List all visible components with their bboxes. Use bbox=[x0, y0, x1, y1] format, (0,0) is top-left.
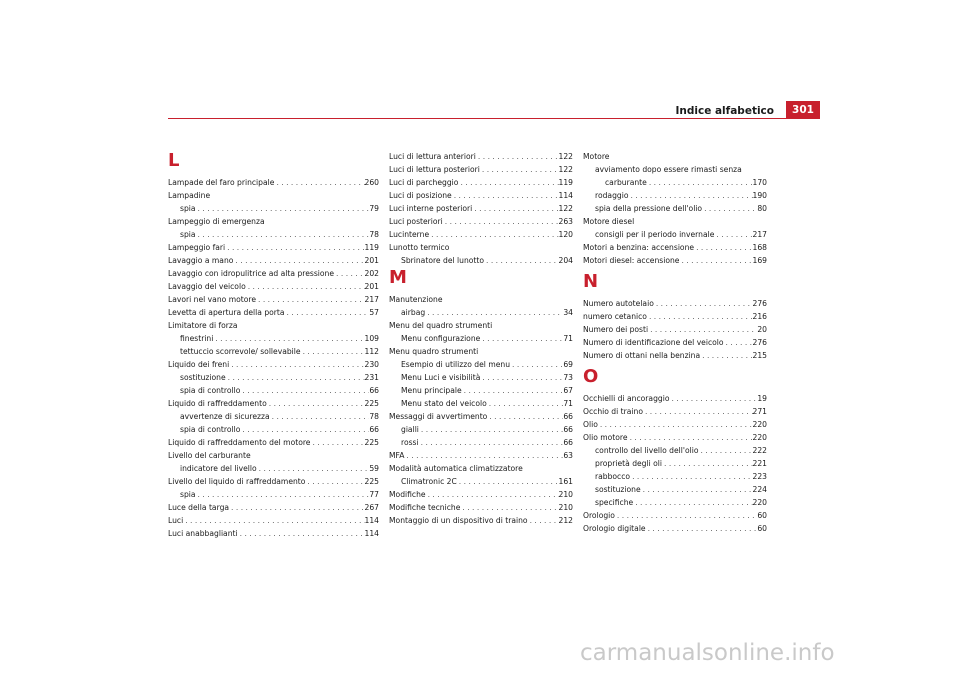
index-entry: Orologio . . . 60 bbox=[583, 509, 767, 522]
index-entry: Luci di lettura anteriori . . . 122 bbox=[389, 150, 573, 163]
index-entry: Olio . . . 220 bbox=[583, 418, 767, 431]
index-entry: numero cetanico . . . 216 bbox=[583, 310, 767, 323]
index-entry: Lampeggio di emergenza bbox=[168, 217, 265, 226]
index-subentry: controllo del livello dell'olio . . . 222 bbox=[583, 444, 767, 457]
index-entry: Lavaggio a mano . . . 201 bbox=[168, 254, 379, 267]
index-subentry: avviamento dopo essere rimasti senza bbox=[595, 165, 742, 174]
index-subentry: Sbrinatore del lunotto . . . 204 bbox=[389, 254, 573, 267]
index-entry: Lunotto termico bbox=[389, 243, 450, 252]
index-entry: Lampadine bbox=[168, 191, 211, 200]
entries-m bbox=[389, 293, 573, 527]
index-entry: Manutenzione bbox=[389, 295, 443, 304]
index-subentry: Menu principale . . . 67 bbox=[389, 384, 573, 397]
index-entry: Lavori nel vano motore . . . 217 bbox=[168, 293, 379, 306]
index-entry: Montaggio di un dispositivo di traino . . . 212 bbox=[389, 514, 573, 527]
index-entry: Menu del quadro strumenti bbox=[389, 321, 493, 330]
index-subentry: indicatore del livello . . . 59 bbox=[168, 462, 379, 475]
index-subentry: gialli . . . 66 bbox=[389, 423, 573, 436]
letter-heading-o: O bbox=[583, 366, 599, 387]
index-subentry: carburante . . . 170 bbox=[583, 176, 767, 189]
index-entry: Motori diesel: accensione . . . 169 bbox=[583, 254, 767, 267]
index-entry: Occhio di traino . . . 271 bbox=[583, 405, 767, 418]
section-title: Indice alfabetico bbox=[675, 105, 774, 117]
page-number: 301 bbox=[792, 104, 814, 116]
index-column-2 bbox=[389, 150, 573, 527]
index-entry: Numero autotelaio . . . 276 bbox=[583, 297, 767, 310]
index-subentry: spia . . . 77 bbox=[168, 488, 379, 501]
index-entry: Olio motore . . . 220 bbox=[583, 431, 767, 444]
index-entry: Livello del carburante bbox=[168, 451, 251, 460]
index-subentry: spia . . . 78 bbox=[168, 228, 379, 241]
index-entry: Lucinterne . . . 120 bbox=[389, 228, 573, 241]
index-entry: Limitatore di forza bbox=[168, 321, 238, 330]
index-entry: Luce della targa . . . 267 bbox=[168, 501, 379, 514]
index-entry: Luci posteriori . . . 263 bbox=[389, 215, 573, 228]
entries-l-continued bbox=[389, 150, 573, 267]
index-subentry: rabbocco . . . 223 bbox=[583, 470, 767, 483]
letter-heading-m: M bbox=[389, 267, 407, 288]
index-subentry: avvertenze di sicurezza . . . 78 bbox=[168, 410, 379, 423]
index-subentry: tettuccio scorrevole/ sollevabile . . . 112 bbox=[168, 345, 379, 358]
watermark-text: carmanualsonline.info bbox=[580, 640, 835, 666]
index-subentry: sostituzione . . . 231 bbox=[168, 371, 379, 384]
index-subentry: proprietà degli oli . . . 221 bbox=[583, 457, 767, 470]
index-subentry: airbag . . . 34 bbox=[389, 306, 573, 319]
index-entry: Luci interne posteriori . . . 122 bbox=[389, 202, 573, 215]
entries-m-continued bbox=[583, 150, 767, 267]
index-entry: Luci di parcheggio . . . 119 bbox=[389, 176, 573, 189]
index-entry: Numero di identificazione del veicolo . . . 276 bbox=[583, 336, 767, 349]
index-entry: Lavaggio del veicolo . . . 201 bbox=[168, 280, 379, 293]
index-entry: Levetta di apertura della porta . . . 57 bbox=[168, 306, 379, 319]
index-entry: Motore bbox=[583, 152, 610, 161]
index-subentry: Menu Luci e visibilità . . . 73 bbox=[389, 371, 573, 384]
page-header bbox=[0, 0, 960, 120]
index-entry: Menu quadro strumenti bbox=[389, 347, 479, 356]
index-entry: Lavaggio con idropulitrice ad alta pressione . . . 202 bbox=[168, 267, 379, 280]
index-entry: Livello del liquido di raffreddamento . . . 225 bbox=[168, 475, 379, 488]
index-subentry: specifiche . . . 220 bbox=[583, 496, 767, 509]
index-entry: Occhielli di ancoraggio . . . 19 bbox=[583, 392, 767, 405]
index-subentry: rossi . . . 66 bbox=[389, 436, 573, 449]
index-subentry: finestrini . . . 109 bbox=[168, 332, 379, 345]
index-subentry: spia . . . 79 bbox=[168, 202, 379, 215]
index-entry: Numero di ottani nella benzina . . . 215 bbox=[583, 349, 767, 362]
index-subentry: Menu stato del veicolo . . . 71 bbox=[389, 397, 573, 410]
index-subentry: spia di controllo . . . 66 bbox=[168, 384, 379, 397]
header-rule bbox=[168, 118, 820, 119]
index-subentry: Menu configurazione . . . 71 bbox=[389, 332, 573, 345]
index-entry: Motori a benzina: accensione . . . 168 bbox=[583, 241, 767, 254]
index-entry: Liquido di raffreddamento . . . 225 bbox=[168, 397, 379, 410]
index-entry: Liquido dei freni . . . 230 bbox=[168, 358, 379, 371]
index-subentry: rodaggio . . . 190 bbox=[583, 189, 767, 202]
index-entry: MFA . . . 63 bbox=[389, 449, 573, 462]
index-subentry: spia di controllo . . . 66 bbox=[168, 423, 379, 436]
index-entry: Modalità automatica climatizzatore bbox=[389, 464, 523, 473]
index-entry: Orologio digitale . . . 60 bbox=[583, 522, 767, 535]
index-entry: Lampade del faro principale . . . 260 bbox=[168, 176, 379, 189]
index-column-3 bbox=[583, 150, 767, 535]
index-subentry: sostituzione . . . 224 bbox=[583, 483, 767, 496]
index-subentry: Climatronic 2C . . . 161 bbox=[389, 475, 573, 488]
index-entry: Modifiche . . . 210 bbox=[389, 488, 573, 501]
index-entry: Messaggi di avvertimento . . . 66 bbox=[389, 410, 573, 423]
index-entry: Luci di posizione . . . 114 bbox=[389, 189, 573, 202]
entries-l bbox=[168, 176, 379, 540]
index-entry: Luci anabbaglianti . . . 114 bbox=[168, 527, 379, 540]
index-entry: Lampeggio fari . . . 119 bbox=[168, 241, 379, 254]
index-entry: Liquido di raffreddamento del motore . . . 225 bbox=[168, 436, 379, 449]
index-column-1 bbox=[168, 150, 379, 540]
index-entry: Luci . . . 114 bbox=[168, 514, 379, 527]
index-entry: Motore diesel bbox=[583, 217, 635, 226]
index-entry: Modifiche tecniche . . . 210 bbox=[389, 501, 573, 514]
letter-heading-n: N bbox=[583, 271, 599, 292]
entries-o bbox=[583, 392, 767, 535]
index-entry: Luci di lettura posteriori . . . 122 bbox=[389, 163, 573, 176]
index-subentry: consigli per il periodo invernale . . . 217 bbox=[583, 228, 767, 241]
index-subentry: spia della pressione dell'olio . . . 80 bbox=[583, 202, 767, 215]
letter-heading-l: L bbox=[168, 150, 180, 171]
index-entry: Numero dei posti . . . 20 bbox=[583, 323, 767, 336]
entries-n bbox=[583, 297, 767, 362]
index-subentry: Esempio di utilizzo del menu . . . 69 bbox=[389, 358, 573, 371]
